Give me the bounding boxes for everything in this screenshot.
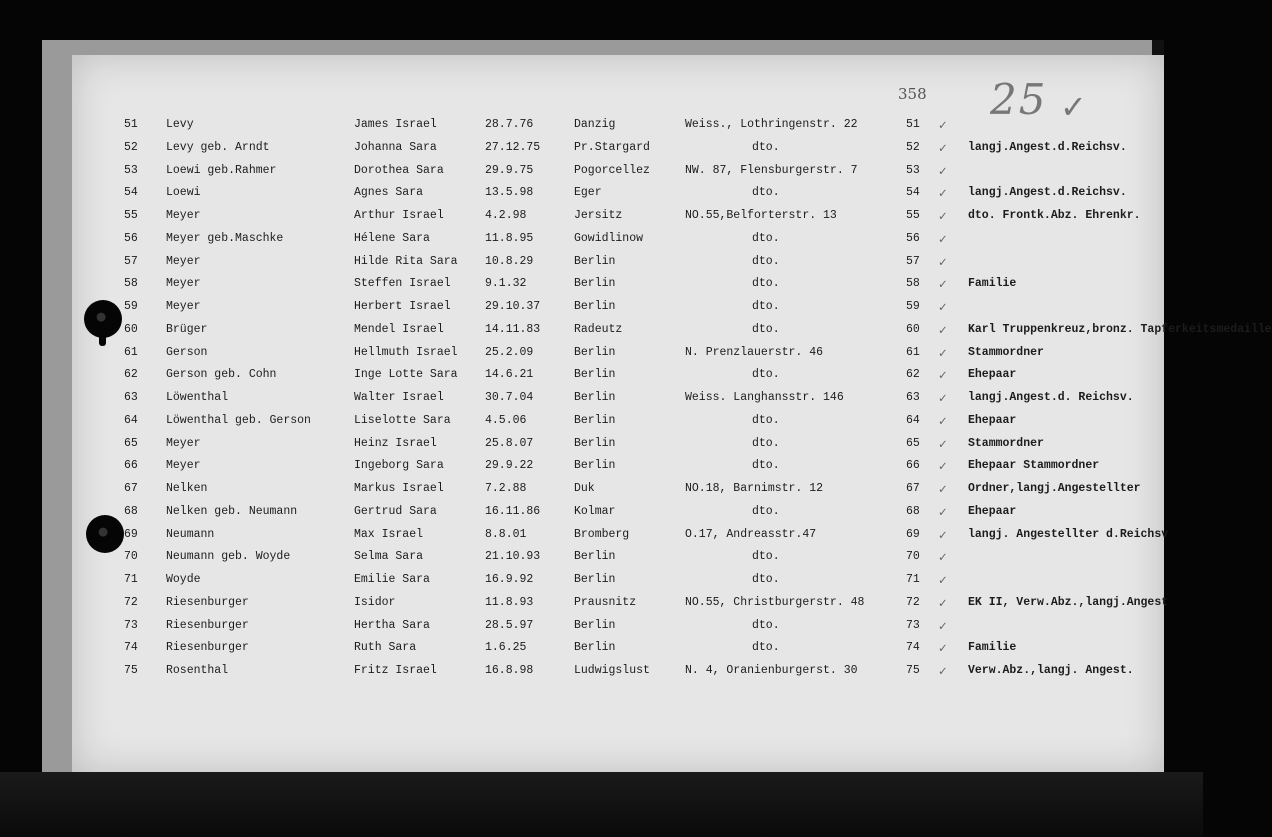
check-mark-icon: ✓ <box>938 413 948 428</box>
remark: dto. Frontk.Abz. Ehrenkr. <box>968 209 1141 222</box>
check-mark-icon: ✓ <box>938 504 948 519</box>
row-number-right: 54 <box>906 186 920 200</box>
check-mark-icon: ✓ <box>938 345 948 360</box>
first-name: Ruth Sara <box>354 641 417 655</box>
birth-place: Berlin <box>574 345 616 359</box>
first-name: Ingeborg Sara <box>354 459 444 473</box>
first-name: Agnes Sara <box>354 186 424 200</box>
address: dto. <box>752 231 780 245</box>
table-row <box>0 482 1203 504</box>
surname: Meyer <box>166 459 201 473</box>
birth-date: 16.9.92 <box>485 573 534 586</box>
birth-place: Duk <box>574 482 595 495</box>
row-number-right: 63 <box>906 391 920 404</box>
row-number: 52 <box>124 140 138 154</box>
row-number-right: 53 <box>906 163 920 177</box>
page-number: 358 <box>898 85 927 103</box>
remark: Ordner,langj.Angestellter <box>968 482 1141 495</box>
first-name: Selma Sara <box>354 550 424 564</box>
check-mark-icon: ✓ <box>938 391 948 405</box>
table-row <box>0 505 1203 527</box>
table-row <box>0 141 1203 163</box>
birth-place: Berlin <box>574 618 616 632</box>
birth-place: Pogorcellez <box>574 163 650 177</box>
address: dto. <box>752 459 780 473</box>
birth-date: 16.11.86 <box>485 504 541 518</box>
surname: Meyer <box>166 209 201 222</box>
table-row <box>0 550 1203 572</box>
row-number: 72 <box>124 595 138 609</box>
birth-place: Gowidlinow <box>574 231 644 245</box>
first-name: Fritz Israel <box>354 664 437 677</box>
birth-date: 4.2.98 <box>485 209 527 222</box>
birth-place: Bromberg <box>574 527 630 541</box>
surname: Nelken <box>166 482 208 495</box>
birth-date: 29.9.22 <box>485 459 534 473</box>
birth-date: 29.9.75 <box>485 163 534 177</box>
row-number-right: 75 <box>906 664 920 677</box>
birth-date: 7.2.88 <box>485 482 527 495</box>
address: O.17, Andreasstr.47 <box>685 527 817 541</box>
check-mark-icon: ✓ <box>938 573 948 587</box>
birth-date: 1.6.25 <box>485 641 527 655</box>
check-mark-icon: ✓ <box>938 459 948 474</box>
surname: Loewi geb.Rahmer <box>166 163 277 177</box>
remark: Karl Truppenkreuz,bronz. Tapferkeitsmedaille <box>968 322 1272 336</box>
first-name: Steffen Israel <box>354 277 451 291</box>
table-row <box>0 437 1203 459</box>
birth-date: 4.5.06 <box>485 413 527 427</box>
first-name: Mendel Israel <box>354 322 444 336</box>
row-number-right: 67 <box>906 482 920 495</box>
remark: langj. Angestellter d.Reichsv <box>968 527 1169 541</box>
table-row <box>0 164 1203 186</box>
first-name: Emilie Sara <box>354 573 430 586</box>
birth-date: 9.1.32 <box>485 277 527 291</box>
birth-date: 30.7.04 <box>485 391 534 404</box>
first-name: Hélene Sara <box>354 231 430 245</box>
birth-place: Prausnitz <box>574 595 637 609</box>
table-row <box>0 346 1203 368</box>
address: dto. <box>752 618 780 632</box>
surname: Loewi <box>166 186 201 200</box>
row-number-right: 64 <box>906 413 920 427</box>
first-name: Dorothea Sara <box>354 163 444 177</box>
address: dto. <box>752 254 780 268</box>
row-number-right: 66 <box>906 459 920 473</box>
surname: Levy geb. Arndt <box>166 140 270 154</box>
surname: Löwenthal <box>166 391 229 404</box>
row-number: 53 <box>124 163 138 177</box>
surname: Riesenburger <box>166 595 249 609</box>
surname: Meyer geb.Maschke <box>166 231 284 245</box>
birth-date: 27.12.75 <box>485 140 541 154</box>
birth-place: Berlin <box>574 550 616 564</box>
remark: Ehepaar Stammordner <box>968 459 1100 473</box>
check-mark-icon: ✓ <box>938 277 948 292</box>
row-number-right: 65 <box>906 436 920 450</box>
birth-date: 28.7.76 <box>485 118 534 131</box>
address: NO.55, Christburgerstr. 48 <box>685 595 865 609</box>
address: dto. <box>752 436 780 450</box>
address: Weiss. Langhansstr. 146 <box>685 391 844 404</box>
table-row <box>0 641 1203 663</box>
first-name: Heinz Israel <box>354 436 437 450</box>
row-number-right: 71 <box>906 573 920 586</box>
row-number: 65 <box>124 436 138 450</box>
check-mark-icon: ✓ <box>938 254 948 269</box>
address: dto. <box>752 573 780 586</box>
birth-date: 11.8.93 <box>485 595 534 609</box>
check-mark-icon: ✓ <box>938 186 948 201</box>
first-name: Inge Lotte Sara <box>354 368 458 382</box>
address: dto. <box>752 368 780 382</box>
check-mark-icon: ✓ <box>938 322 948 337</box>
row-number-right: 61 <box>906 345 920 359</box>
birth-date: 8.8.01 <box>485 527 527 541</box>
row-number-right: 68 <box>906 504 920 518</box>
check-mark-icon: ✓ <box>938 436 948 451</box>
row-number: 58 <box>124 277 138 291</box>
birth-place: Eger <box>574 186 602 200</box>
surname: Löwenthal geb. Gerson <box>166 413 311 427</box>
address: dto. <box>752 550 780 564</box>
row-number-right: 73 <box>906 618 920 632</box>
table-row <box>0 209 1203 231</box>
row-number: 60 <box>124 322 138 336</box>
surname: Gerson geb. Cohn <box>166 368 277 382</box>
birth-date: 14.6.21 <box>485 368 534 382</box>
check-mark-icon: ✓ <box>938 209 948 223</box>
table-row <box>0 368 1203 390</box>
surname: Gerson <box>166 345 208 359</box>
table-row <box>0 255 1203 277</box>
address: dto. <box>752 413 780 427</box>
row-number: 71 <box>124 573 138 586</box>
row-number-right: 70 <box>906 550 920 564</box>
birth-date: 16.8.98 <box>485 664 534 677</box>
birth-place: Pr.Stargard <box>574 140 650 154</box>
first-name: Max Israel <box>354 527 424 541</box>
remark: langj.Angest.d.Reichsv. <box>968 186 1127 200</box>
remark: Ehepaar <box>968 413 1017 427</box>
address: N. 4, Oranienburgerst. 30 <box>685 664 858 677</box>
surname: Meyer <box>166 277 201 291</box>
birth-place: Berlin <box>574 641 616 655</box>
address: dto. <box>752 140 780 154</box>
row-number-right: 58 <box>906 277 920 291</box>
row-number: 57 <box>124 254 138 268</box>
birth-place: Berlin <box>574 300 616 313</box>
address: NW. 87, Flensburgerstr. 7 <box>685 163 858 177</box>
first-name: Hertha Sara <box>354 618 430 632</box>
birth-place: Ludwigslust <box>574 664 650 677</box>
row-number-right: 72 <box>906 595 920 609</box>
birth-place: Berlin <box>574 459 616 473</box>
surname: Brüger <box>166 322 208 336</box>
birth-date: 25.8.07 <box>485 436 534 450</box>
row-number: 51 <box>124 118 138 131</box>
first-name: James Israel <box>354 118 437 131</box>
surname: Riesenburger <box>166 641 249 655</box>
birth-place: Berlin <box>574 368 616 382</box>
check-mark-icon: ✓ <box>938 641 948 656</box>
row-number: 63 <box>124 391 138 404</box>
check-mark-icon: ✓ <box>938 618 948 633</box>
remark: Ehepaar <box>968 368 1017 382</box>
birth-place: Berlin <box>574 254 616 268</box>
row-number-right: 60 <box>906 322 920 336</box>
row-number: 59 <box>124 300 138 313</box>
remark: Verw.Abz.,langj. Angest. <box>968 664 1134 677</box>
check-mark-icon: ✓ <box>938 595 948 610</box>
remark: langj.Angest.d.Reichsv. <box>968 140 1127 154</box>
address: NO.18, Barnimstr. 12 <box>685 482 824 495</box>
handwritten-mark: 25 <box>990 75 1048 124</box>
film-strip-bottom <box>0 772 1203 837</box>
table-row <box>0 619 1203 641</box>
check-mark-icon: ✓ <box>938 231 948 246</box>
row-number-right: 51 <box>906 118 920 131</box>
row-number: 74 <box>124 641 138 655</box>
table-row <box>0 573 1203 595</box>
row-number: 75 <box>124 664 138 677</box>
row-number-right: 56 <box>906 231 920 245</box>
table-row <box>0 277 1203 299</box>
row-number-right: 52 <box>906 140 920 154</box>
birth-place: Danzig <box>574 118 616 131</box>
check-mark-icon: ✓ <box>938 527 948 542</box>
birth-place: Berlin <box>574 413 616 427</box>
surname: Riesenburger <box>166 618 249 632</box>
birth-date: 28.5.97 <box>485 618 534 632</box>
first-name: Markus Israel <box>354 482 444 495</box>
remark: Stammordner <box>968 345 1044 359</box>
row-number: 73 <box>124 618 138 632</box>
row-number: 56 <box>124 231 138 245</box>
row-number: 54 <box>124 186 138 200</box>
check-mark-icon: ✓ <box>938 140 948 155</box>
table-row <box>0 391 1203 413</box>
birth-place: Jersitz <box>574 209 623 222</box>
check-mark-icon: ✓ <box>938 368 948 383</box>
surname: Meyer <box>166 436 201 450</box>
birth-date: 14.11.83 <box>485 322 541 336</box>
surname: Woyde <box>166 573 201 586</box>
birth-date: 21.10.93 <box>485 550 541 564</box>
first-name: Hilde Rita Sara <box>354 254 458 268</box>
address: NO.55,Belforterstr. 13 <box>685 209 837 222</box>
table-row <box>0 118 1203 140</box>
remark: Stammordner <box>968 436 1044 450</box>
row-number: 62 <box>124 368 138 382</box>
surname: Neumann geb. Woyde <box>166 550 291 564</box>
table-row <box>0 528 1203 550</box>
remark: EK II, Verw.Abz.,langj.Angest <box>968 595 1169 609</box>
first-name: Liselotte Sara <box>354 413 451 427</box>
surname: Rosenthal <box>166 664 229 677</box>
birth-place: Berlin <box>574 436 616 450</box>
address: Weiss., Lothringenstr. 22 <box>685 118 858 131</box>
birth-place: Berlin <box>574 277 616 291</box>
check-mark-icon: ✓ <box>938 300 948 314</box>
birth-place: Berlin <box>574 391 616 404</box>
row-number: 68 <box>124 504 138 518</box>
row-number-right: 69 <box>906 527 920 541</box>
address: dto. <box>752 322 780 336</box>
address: dto. <box>752 504 780 518</box>
row-number: 69 <box>124 527 138 541</box>
surname: Levy <box>166 118 194 131</box>
first-name: Herbert Israel <box>354 300 451 313</box>
row-number: 64 <box>124 413 138 427</box>
surname: Meyer <box>166 254 201 268</box>
first-name: Isidor <box>354 595 396 609</box>
address: dto. <box>752 186 780 200</box>
birth-place: Radeutz <box>574 322 623 336</box>
address: dto. <box>752 300 780 313</box>
birth-date: 11.8.95 <box>485 231 534 245</box>
row-number: 61 <box>124 345 138 359</box>
address: dto. <box>752 277 780 291</box>
birth-date: 29.10.37 <box>485 300 541 313</box>
birth-date: 25.2.09 <box>485 345 534 359</box>
row-number-right: 55 <box>906 209 920 222</box>
first-name: Hellmuth Israel <box>354 345 458 359</box>
surname: Neumann <box>166 527 215 541</box>
remark: Familie <box>968 641 1017 655</box>
check-mark-icon: ✓ <box>1060 88 1087 126</box>
check-mark-icon: ✓ <box>938 482 948 496</box>
first-name: Johanna Sara <box>354 140 437 154</box>
address: N. Prenzlauerstr. 46 <box>685 345 824 359</box>
table-row <box>0 664 1203 686</box>
surname: Meyer <box>166 300 201 313</box>
remark: Familie <box>968 277 1017 291</box>
surname: Nelken geb. Neumann <box>166 504 298 518</box>
row-number-right: 59 <box>906 300 920 313</box>
row-number-right: 57 <box>906 254 920 268</box>
table-row <box>0 596 1203 618</box>
first-name: Gertrud Sara <box>354 504 437 518</box>
table-row <box>0 322 1272 345</box>
table-row <box>0 459 1203 481</box>
table-row <box>0 414 1203 436</box>
birth-place: Berlin <box>574 573 616 586</box>
row-number: 70 <box>124 550 138 564</box>
row-number: 55 <box>124 209 138 222</box>
table-row <box>0 186 1203 208</box>
birth-date: 13.5.98 <box>485 186 534 200</box>
row-number: 66 <box>124 459 138 473</box>
birth-place: Kolmar <box>574 504 616 518</box>
row-number-right: 62 <box>906 368 920 382</box>
check-mark-icon: ✓ <box>938 118 948 132</box>
first-name: Walter Israel <box>354 391 444 404</box>
address: dto. <box>752 641 780 655</box>
table-row <box>0 300 1203 322</box>
row-number-right: 74 <box>906 641 920 655</box>
check-mark-icon: ✓ <box>938 664 948 678</box>
row-number: 67 <box>124 482 138 495</box>
check-mark-icon: ✓ <box>938 163 948 178</box>
check-mark-icon: ✓ <box>938 550 948 565</box>
remark: Ehepaar <box>968 504 1017 518</box>
first-name: Arthur Israel <box>354 209 444 222</box>
birth-date: 10.8.29 <box>485 254 534 268</box>
remark: langj.Angest.d. Reichsv. <box>968 391 1134 404</box>
table-row <box>0 232 1203 254</box>
